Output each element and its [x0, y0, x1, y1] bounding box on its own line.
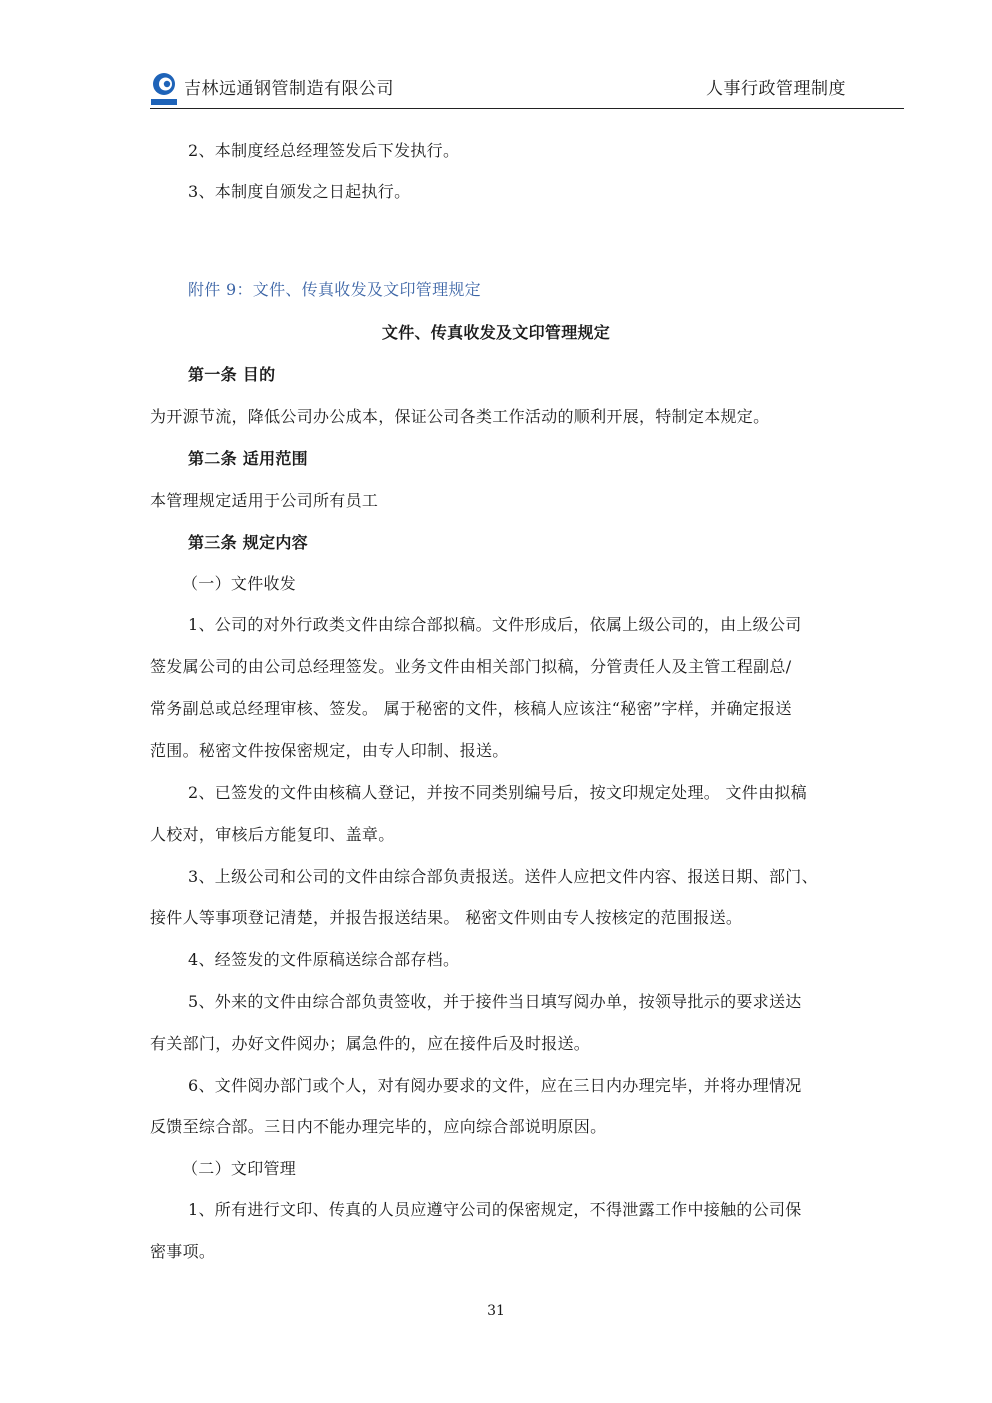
- page-number: 31: [487, 1303, 505, 1319]
- body-line: 有关部门，办好文件阅办；属急件的，应在接件后及时报送。: [150, 1034, 591, 1053]
- body-line: 接件人等事项登记清楚，并报告报送结果。 秘密文件则由专人按核定的范围报送。: [150, 908, 743, 927]
- body-line: 签发属公司的由公司总经理签发。业务文件由相关部门拟稿，分管责任人及主管工程副总/: [150, 657, 792, 676]
- body-line: 2、已签发的文件由核稿人登记，并按不同类别编号后，按文印规定处理。 文件由拟稿: [188, 783, 807, 802]
- article-heading: 第一条 目的: [188, 365, 276, 384]
- body-line: 密事项。: [150, 1242, 216, 1261]
- subsection-heading: （一）文件收发: [182, 574, 297, 593]
- body-line: 反馈至综合部。三日内不能办理完毕的，应向综合部说明原因。: [150, 1117, 607, 1136]
- body-line: 3、本制度自颁发之日起执行。: [188, 182, 411, 201]
- body-line: 1、公司的对外行政类文件由综合部拟稿。文件形成后，依属上级公司的，由上级公司: [188, 615, 802, 634]
- body-line: 2、本制度经总经理签发后下发执行。: [188, 141, 460, 160]
- section-title: 文件、传真收发及文印管理规定: [381, 323, 611, 342]
- subsection-heading: （二）文印管理: [182, 1159, 297, 1178]
- article-heading: 第三条 规定内容: [188, 533, 308, 552]
- body-line: 1、所有进行文印、传真的人员应遵守公司的保密规定，不得泄露工作中接触的公司保: [188, 1200, 802, 1219]
- annex-heading: 附件 9：文件、传真收发及文印管理规定: [188, 280, 481, 299]
- body-line: 3、上级公司和公司的文件由综合部负责报送。送件人应把文件内容、报送日期、部门、: [188, 867, 818, 886]
- body-line: 人校对，审核后方能复印、盖章。: [150, 825, 395, 844]
- body-line: 4、经签发的文件原稿送综合部存档。: [188, 950, 460, 969]
- body-line: 为开源节流，降低公司办公成本，保证公司各类工作活动的顺利开展，特制定本规定。: [150, 407, 770, 426]
- body-line: 范围。秘密文件按保密规定，由专人印制、报送。: [150, 741, 509, 760]
- company-name: 吉林远通钢管制造有限公司: [184, 79, 394, 99]
- company-logo: [150, 71, 178, 107]
- document-title: 人事行政管理制度: [706, 79, 846, 99]
- body-line: 常务副总或总经理审核、签发。 属于秘密的文件，核稿人应该注“秘密”字样，并确定报送: [150, 699, 792, 718]
- body-line: 6、文件阅办部门或个人，对有阅办要求的文件，应在三日内办理完毕，并将办理情况: [188, 1076, 802, 1095]
- body-line: 本管理规定适用于公司所有员工: [150, 491, 379, 510]
- article-heading: 第二条 适用范围: [188, 449, 308, 468]
- body-line: 5、外来的文件由综合部负责签收，并于接件当日填写阅办单，按领导批示的要求送达: [188, 992, 802, 1011]
- page-header: [150, 68, 904, 109]
